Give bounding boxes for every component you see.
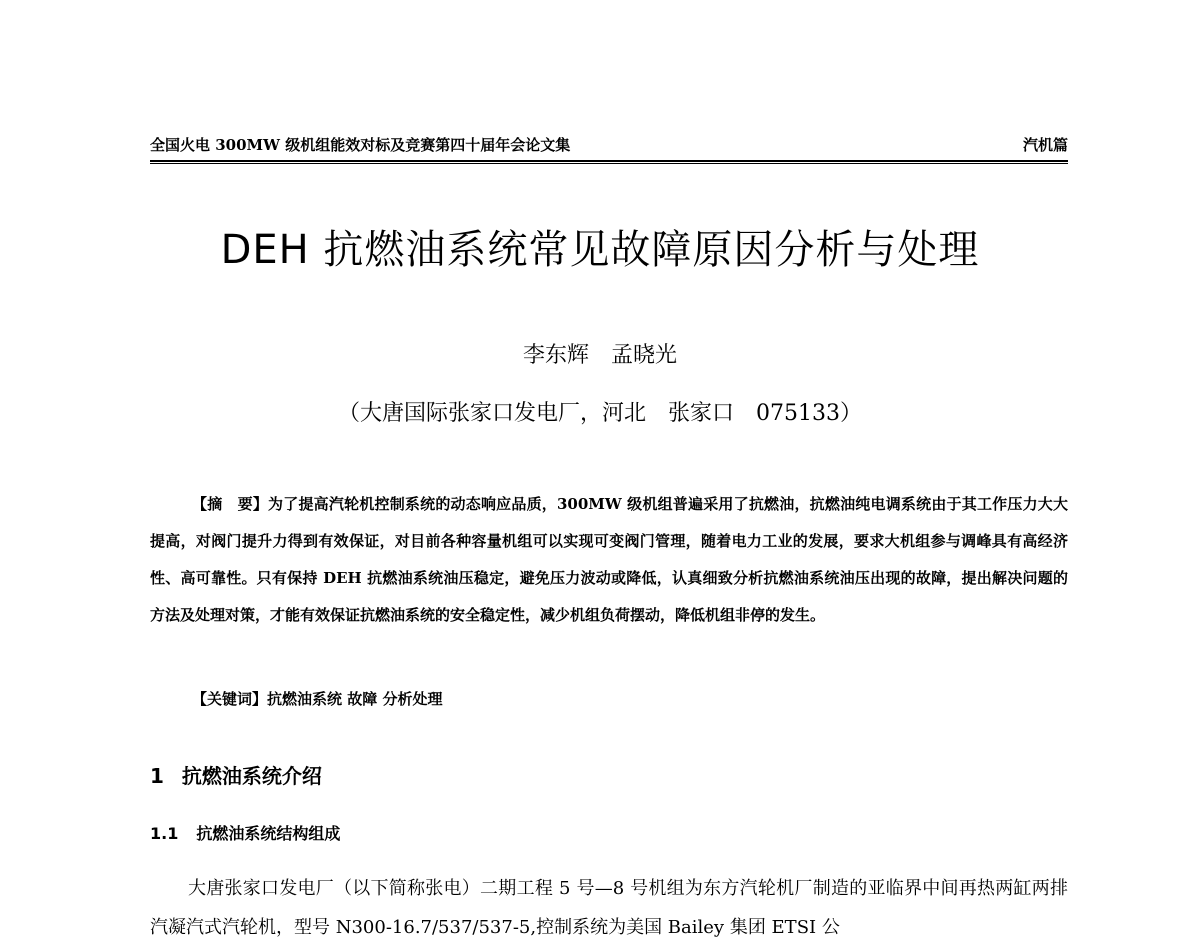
author-list: 李东辉 孟晓光: [522, 343, 677, 368]
keywords-text: 抗燃油系统 故障 分析处理: [267, 690, 443, 708]
running-header: [150, 132, 1068, 162]
section-number: 1: [150, 764, 164, 788]
subsection-number: 1.1: [150, 824, 179, 843]
keywords-block: [192, 684, 1068, 714]
abstract-block: [150, 486, 1068, 634]
abstract-label: 【摘 要】: [192, 495, 269, 513]
abstract-text: 为了提高汽轮机控制系统的动态响应品质，300MW 级机组普遍采用了抗燃油，抗燃油纯电调系统由于其工作压力大大提高，对阀门提升力得到有效保证，对目前各种容量机组可以实现可变阀门管理，随着电力工业的发展，要求大机组参与调峰具有高经济性、高可靠性。只有保持 DEH 抗燃油系统油压稳定，避免压力波动或降低，认真细致分析抗燃油系统油压出现的故障，提出解决问题的方法及处理对策，才能有效保证抗燃油系统的安全稳定性，减少机组负荷摆动，降低机组非停的发生。: [150, 495, 1068, 624]
keywords-label: 【关键词】: [192, 690, 268, 708]
running-header-left: 全国火电 300MW 级机组能效对标及竞赛第四十届年会论文集: [150, 136, 571, 154]
subsection-title: 抗燃油系统结构组成: [196, 824, 341, 843]
section-title: 抗燃油系统介绍: [181, 764, 322, 788]
header-divider: [150, 163, 1068, 164]
section-heading-1: [150, 760, 322, 792]
author-affiliation: （大唐国际张家口发电厂，河北 张家口 075133）: [338, 401, 862, 426]
body-paragraph: 大唐张家口发电厂（以下简称张电）二期工程 5 号—8 号机组为东方汽轮机厂制造的亚临界中间再热两缸两排汽凝汽式汽轮机，型号 N300-16.7/537/537-5,控制系统为美国 Bailey 集团 ETSI 公: [150, 878, 1068, 938]
body-text: [150, 869, 1068, 947]
paper-title: DEH 抗燃油系统常见故障原因分析与处理: [220, 227, 980, 273]
subsection-heading-1-1: [150, 819, 340, 849]
abstract-paragraph: [150, 486, 1068, 634]
running-header-right: 汽机篇: [1022, 136, 1068, 154]
